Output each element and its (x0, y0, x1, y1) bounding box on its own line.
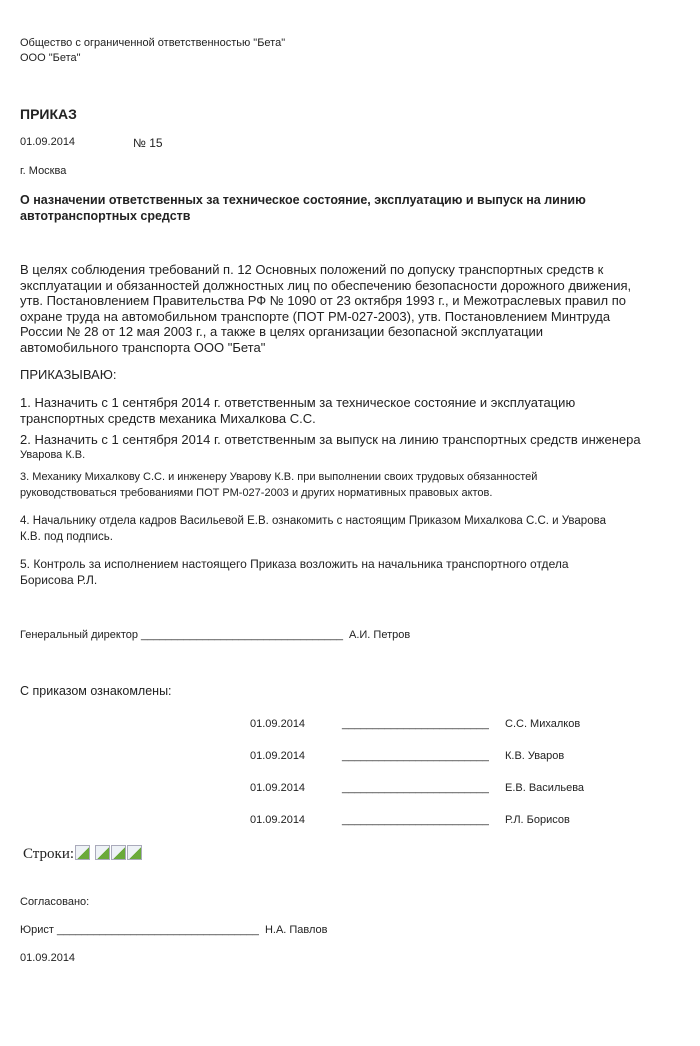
order-word: ПРИКАЗЫВАЮ: (20, 367, 117, 382)
org-full-name: Общество с ограниченной ответственностью "Бета" (20, 37, 286, 49)
item-line: 3. Механику Михалкову С.С. и инженеру Уварову К.В. при выполнении своих трудовых обязанностей (20, 471, 538, 483)
preamble-line: автомобильного транспорта ООО "Бета" (20, 339, 266, 355)
lines-row (23, 845, 142, 863)
preamble-line: В целях соблюдения требований п. 12 Основных положений по допуску транспортных средств к (20, 262, 604, 277)
item-line: транспортных средств механика Михалкова С.С. (20, 410, 316, 426)
approved-date: 01.09.2014 (20, 952, 76, 964)
lawyer-name: Н.А. Павлов (264, 924, 328, 936)
broken-image-icon (111, 845, 126, 860)
ack-date: 01.09.2014 (250, 782, 306, 794)
signature-line: ________________________ (342, 782, 489, 794)
director-name: А.И. Петров (349, 629, 411, 641)
ack-date: 01.09.2014 (250, 814, 306, 826)
director-signature (20, 629, 410, 641)
item-line: руководствоваться требованиями ПОТ РМ-027-2003 и других нормативных правовых актов. (20, 487, 493, 499)
ack-date: 01.09.2014 (250, 750, 306, 762)
ack-name: Р.Л. Борисов (505, 814, 570, 826)
ack-date: 01.09.2014 (250, 718, 306, 730)
broken-image-icon (95, 845, 110, 860)
order-item-5 (20, 556, 569, 588)
broken-image-icon (75, 845, 90, 860)
order-item-1 (20, 395, 575, 426)
preamble (20, 262, 631, 355)
item-line: 5. Контроль за исполнением настоящего Приказа возложить на начальника транспортного отдела (20, 557, 569, 571)
signature-line: ________________________ (342, 814, 489, 826)
order-item-3 (20, 469, 537, 501)
item-line: К.В. под подпись. (20, 531, 113, 543)
approved-label: Согласовано: (20, 896, 90, 908)
lawyer-role: Юрист (20, 924, 54, 936)
preamble-line: охране труда на автомобильном транспорте (ПОТ РМ-027-2003), утв. Постановлением Минтруда (20, 308, 611, 324)
preamble-line: России № 28 от 12 мая 2003 г., а также в целях организации безопасной эксплуатации (20, 324, 544, 339)
signature-line: ________________________ (342, 750, 489, 762)
title-line: О назначении ответственных за техническое состояние, эксплуатацию и выпуск на линию (20, 193, 586, 207)
signature-line: _________________________________ (56, 924, 259, 936)
order-item-4 (20, 513, 606, 545)
doc-title (20, 192, 586, 224)
ack-name: С.С. Михалков (505, 718, 581, 730)
broken-image-icon (127, 845, 142, 860)
title-line: автотранспортных средств (20, 209, 191, 223)
item-line: Борисова Р.Л. (20, 573, 98, 587)
item-line: 1. Назначить с 1 сентября 2014 г. ответственным за техническое состояние и эксплуатацию (20, 395, 576, 410)
signature-line: _________________________________ (141, 629, 343, 641)
doc-type: ПРИКАЗ (20, 106, 77, 122)
ack-name: К.В. Уваров (505, 750, 565, 762)
order-item-2 (20, 432, 641, 463)
preamble-line: утв. Постановлением Правительства РФ № 1090 от 23 октября 1993 г., и Межотраслевых правил по (20, 293, 626, 308)
city: г. Москва (20, 165, 67, 177)
lines-label: Строки: (23, 846, 75, 862)
doc-number: № 15 (133, 136, 163, 150)
preamble-line: эксплуатации и обязанностей должностных лиц по обеспечению безопасности дорожного движения, (20, 277, 632, 293)
doc-date: 01.09.2014 (20, 136, 76, 148)
ack-name: Е.В. Васильева (505, 782, 585, 794)
lawyer-signature (20, 924, 328, 936)
item-line: Уварова К.В. (20, 448, 86, 461)
item-line: 4. Начальнику отдела кадров Васильевой Е.В. ознакомить с настоящим Приказом Михалкова С.С. и Уварова (20, 515, 606, 527)
signature-line: ________________________ (342, 718, 489, 730)
item-line: 2. Назначить с 1 сентября 2014 г. ответственным за выпуск на линию транспортных средств инженера (20, 432, 641, 447)
director-label: Генеральный директор (20, 629, 138, 641)
org-short-name: ООО "Бета" (20, 52, 81, 64)
ack-label: С приказом ознакомлены: (20, 684, 172, 698)
